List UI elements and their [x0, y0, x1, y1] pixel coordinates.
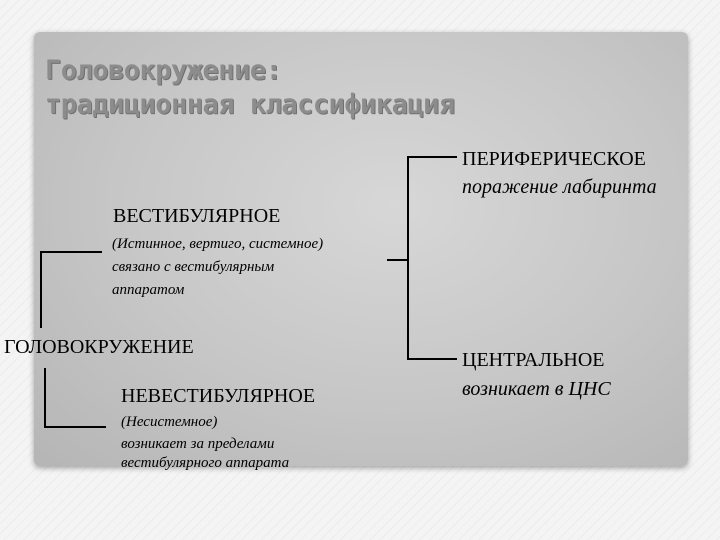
central-description: возникает в ЦНС: [462, 378, 611, 400]
nonvestibular-description-1: (Несистемное): [121, 414, 218, 430]
right-top-branch: [407, 156, 457, 158]
vestibular-description-3: аппаратом: [112, 282, 185, 298]
central-label: ЦЕНТРАЛЬНОЕ: [462, 349, 605, 371]
left-top-branch: [40, 251, 102, 253]
peripheral-description: поражение лабиринта: [462, 176, 657, 198]
left-top-vertical: [40, 251, 42, 328]
vestibular-link: [387, 259, 409, 261]
vestibular-label: ВЕСТИБУЛЯРНОЕ: [113, 205, 281, 227]
left-bottom-vertical: [44, 368, 46, 428]
right-vertical-connector: [407, 156, 409, 360]
nonvestibular-description-3: вестибулярного аппарата: [121, 455, 290, 471]
root-label: ГОЛОВОКРУЖЕНИЕ: [4, 336, 194, 358]
vestibular-description-2: связано с вестибулярным: [112, 259, 275, 275]
vestibular-description-1: (Истинное, вертиго, системное): [112, 236, 324, 252]
title-line-1: Головокружение:: [45, 55, 282, 86]
peripheral-label: ПЕРИФЕРИЧЕСКОЕ: [462, 148, 646, 170]
nonvestibular-label: НЕВЕСТИБУЛЯРНОЕ: [121, 385, 316, 407]
nonvestibular-description-2: возникает за пределами: [121, 436, 275, 452]
title-line-2: традиционная классификация: [45, 89, 455, 120]
slide-title: [45, 54, 455, 122]
right-bottom-branch: [407, 358, 457, 360]
left-bottom-branch: [44, 426, 106, 428]
